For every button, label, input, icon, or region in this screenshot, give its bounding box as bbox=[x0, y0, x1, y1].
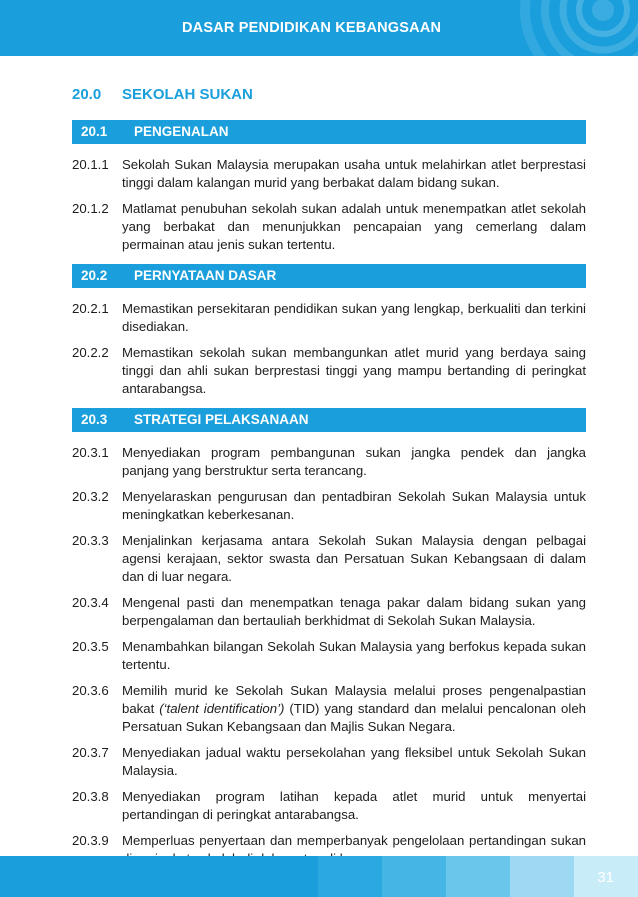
item-text: Menyediakan program latihan kepada atlet murid untuk menyertai pertandingan di peringkat antarabangsa. bbox=[122, 789, 586, 822]
document-title: DASAR PENDIDIKAN KEBANGSAAN bbox=[182, 20, 442, 36]
section-name: SEKOLAH SUKAN bbox=[122, 86, 253, 103]
page-content bbox=[72, 86, 586, 876]
list-item bbox=[72, 744, 586, 780]
footer-block bbox=[510, 856, 574, 897]
list-item bbox=[72, 638, 586, 674]
footer-block bbox=[318, 856, 382, 897]
item-number: 20.3.1 bbox=[72, 445, 109, 460]
item-text: Menyediakan jadual waktu persekolahan yang fleksibel untuk Sekolah Sukan Malaysia. bbox=[122, 745, 586, 778]
item-text: Matlamat penubuhan sekolah sukan adalah untuk menempatkan atlet sekolah yang berbakat dan menunjukkan pencapaian yang cemerlang dalam permainan atau jenis sukan tertentu. bbox=[122, 201, 586, 252]
list-item bbox=[72, 344, 586, 398]
list-item bbox=[72, 444, 586, 480]
item-number: 20.3.2 bbox=[72, 489, 109, 504]
item-text: Sekolah Sukan Malaysia merupakan usaha untuk melahirkan atlet berprestasi tinggi dalam kalangan murid yang berbakat dalam bidang sukan. bbox=[122, 157, 586, 190]
section-number: 20.0 bbox=[72, 86, 102, 103]
footer-block bbox=[382, 856, 446, 897]
item-text: Menyelaraskan pengurusan dan pentadbiran Sekolah Sukan Malaysia untuk meningkatkan keberkesanan. bbox=[122, 489, 586, 522]
list-item bbox=[72, 532, 586, 586]
item-number: 20.3.9 bbox=[72, 833, 109, 848]
item-text: Memastikan sekolah sukan membangunkan atlet murid yang berdaya saing tinggi dan ahli sukan berprestasi tinggi yang mampu bertanding di peringkat antarabangsa. bbox=[122, 345, 586, 396]
item-number: 20.3.3 bbox=[72, 533, 109, 548]
item-text bbox=[122, 682, 586, 736]
item-number: 20.2.1 bbox=[72, 301, 109, 316]
item-number: 20.1.1 bbox=[72, 157, 109, 172]
subsection-header-strategi-pelaksanaan bbox=[72, 408, 586, 432]
item-text: Mengenal pasti dan menempatkan tenaga pakar dalam bidang sukan yang berpengalaman dan bertauliah berkhidmat di Sekolah Sukan Malaysia. bbox=[122, 595, 586, 628]
item-number: 20.3.6 bbox=[72, 683, 109, 698]
item-number: 20.2.2 bbox=[72, 345, 109, 360]
item-text-italic: (‘talent identification’) bbox=[159, 701, 285, 716]
item-number: 20.1.2 bbox=[72, 201, 109, 216]
subsection-number: 20.1 bbox=[81, 124, 108, 139]
list-item bbox=[72, 682, 586, 736]
item-text: Menjalinkan kerjasama antara Sekolah Sukan Malaysia dengan pelbagai agensi kerajaan, sektor swasta dan Persatuan Sukan Kebangsaan di dalam dan di luar negara. bbox=[122, 533, 586, 584]
item-text-part: (TID) yang standard dan melalui pencalonan oleh Persatuan Sukan Kebangsaan dan Majlis Sukan Negara. bbox=[122, 701, 586, 734]
item-number: 20.3.5 bbox=[72, 639, 109, 654]
item-number: 20.3.4 bbox=[72, 595, 109, 610]
item-text: Menambahkan bilangan Sekolah Sukan Malaysia yang berfokus kepada sukan tertentu. bbox=[122, 639, 586, 672]
page-footer bbox=[0, 856, 638, 897]
subsection-number: 20.3 bbox=[81, 412, 108, 427]
item-number: 20.3.8 bbox=[72, 789, 109, 804]
footer-color-blocks bbox=[318, 856, 638, 897]
item-text-part: Memilih murid ke Sekolah Sukan Malaysia melalui proses pengenalpastian bakat bbox=[122, 683, 586, 716]
list-item bbox=[72, 156, 586, 192]
item-text: Memperluas penyertaan dan memperbanyak pengelolaan pertandingan sukan bbox=[122, 833, 586, 848]
subsection-header-pengenalan bbox=[72, 120, 586, 144]
list-item bbox=[72, 200, 586, 254]
list-item bbox=[72, 488, 586, 524]
subsection-title: PERNYATAAN DASAR bbox=[134, 268, 277, 283]
page-header bbox=[0, 0, 638, 56]
subsection-title: STRATEGI PELAKSANAAN bbox=[134, 412, 309, 427]
footer-block bbox=[446, 856, 510, 897]
subsection-title: PENGENALAN bbox=[134, 124, 229, 139]
item-text: Memastikan persekitaran pendidikan sukan yang lengkap, berkualiti dan terkini disediakan. bbox=[122, 301, 586, 334]
list-item bbox=[72, 594, 586, 630]
item-number: 20.3.7 bbox=[72, 745, 109, 760]
list-item bbox=[72, 300, 586, 336]
subsection-header-pernyataan-dasar bbox=[72, 264, 586, 288]
page-number: 31 bbox=[597, 869, 614, 886]
list-item bbox=[72, 788, 586, 824]
section-title bbox=[72, 86, 586, 108]
item-text: Menyediakan program pembangunan sukan jangka pendek dan jangka panjang yang berstruktur serta terancang. bbox=[122, 445, 586, 478]
subsection-number: 20.2 bbox=[81, 268, 108, 283]
